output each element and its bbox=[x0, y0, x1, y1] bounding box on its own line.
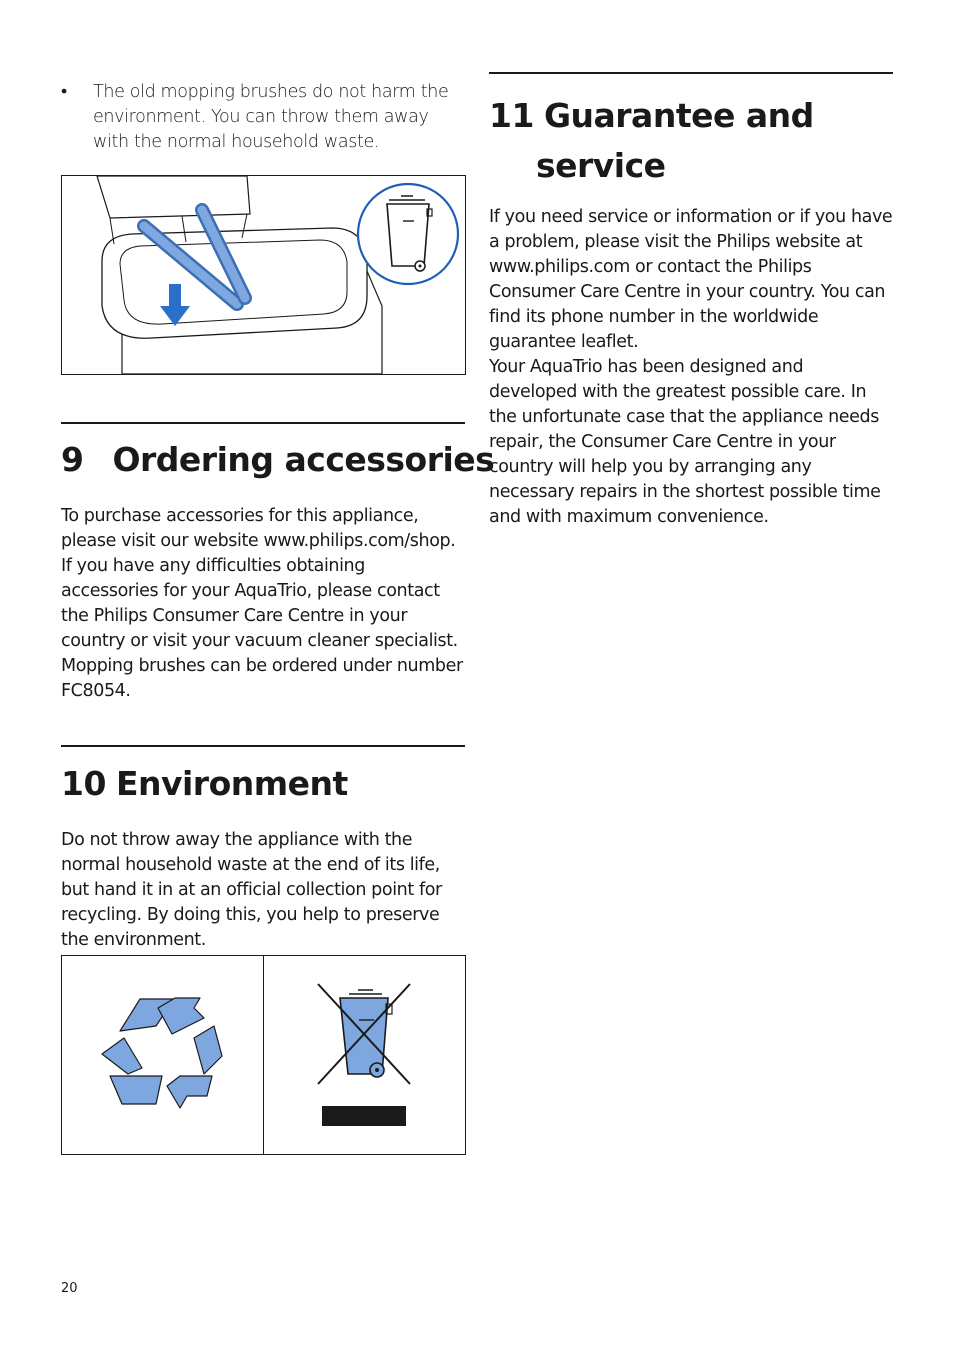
section-title-line2: service bbox=[536, 146, 666, 185]
recycle-icon bbox=[62, 956, 263, 1154]
dispose-brushes-in-bin-illustration bbox=[62, 176, 465, 374]
section-10-heading bbox=[61, 764, 481, 804]
paragraph: If you have any difficulties obtaining accessories for your AquaTrio, please contact the Philips Consumer Care Centre in your country or visit your vacuum cleaner specialist. bbox=[61, 556, 458, 651]
section-divider bbox=[61, 422, 465, 424]
section-11-heading bbox=[489, 91, 909, 191]
section-number: 9 bbox=[61, 440, 84, 479]
environment-symbols-figure bbox=[61, 955, 466, 1155]
bullet-text: The old mopping brushes do not harm the environment. You can throw them away with the normal household waste. bbox=[93, 82, 449, 152]
section-title: Environment bbox=[115, 764, 348, 803]
section-10-body bbox=[61, 828, 467, 953]
paragraph: If you need service or information or if you have a problem, please visit the Philips website at www.philips.com or contact the Philips Consumer Care Centre in your country. You can find its phone number in the worldwide guarantee leaflet. bbox=[489, 207, 893, 352]
page-number: 20 bbox=[61, 1281, 78, 1296]
crossed-out-wheelie-bin-icon bbox=[264, 956, 465, 1154]
section-9-body bbox=[61, 504, 465, 704]
bullet-marker: • bbox=[61, 82, 67, 102]
section-title-line1: Guarantee and bbox=[543, 96, 814, 135]
dispose-brushes-figure bbox=[61, 175, 466, 375]
weee-bar bbox=[322, 1106, 406, 1126]
section-divider bbox=[489, 72, 893, 74]
section-11-body bbox=[489, 205, 893, 530]
section-title: Ordering accessories bbox=[112, 440, 495, 479]
paragraph: To purchase accessories for this appliance, please visit our website www.philips.com/shop. bbox=[61, 506, 456, 551]
section-number: 10 bbox=[61, 764, 106, 803]
section-9-heading bbox=[61, 440, 495, 480]
section-divider bbox=[61, 745, 465, 747]
wheelie-bin-icon bbox=[358, 184, 458, 284]
paragraph: Mopping brushes can be ordered under number FC8054. bbox=[61, 656, 463, 701]
paragraph: Your AquaTrio has been designed and developed with the greatest possible care. In the unfortunate case that the appliance needs repair, the Consumer Care Centre in your country will help you by arranging any necessary repairs in the shortest possible time and with maximum convenience. bbox=[489, 357, 881, 527]
section-number: 11 bbox=[489, 96, 534, 135]
paragraph: Do not throw away the appliance with the normal household waste at the end of its life, but hand it in at an official collection point for recycling. By doing this, you help to preserve the environment. bbox=[61, 830, 442, 950]
